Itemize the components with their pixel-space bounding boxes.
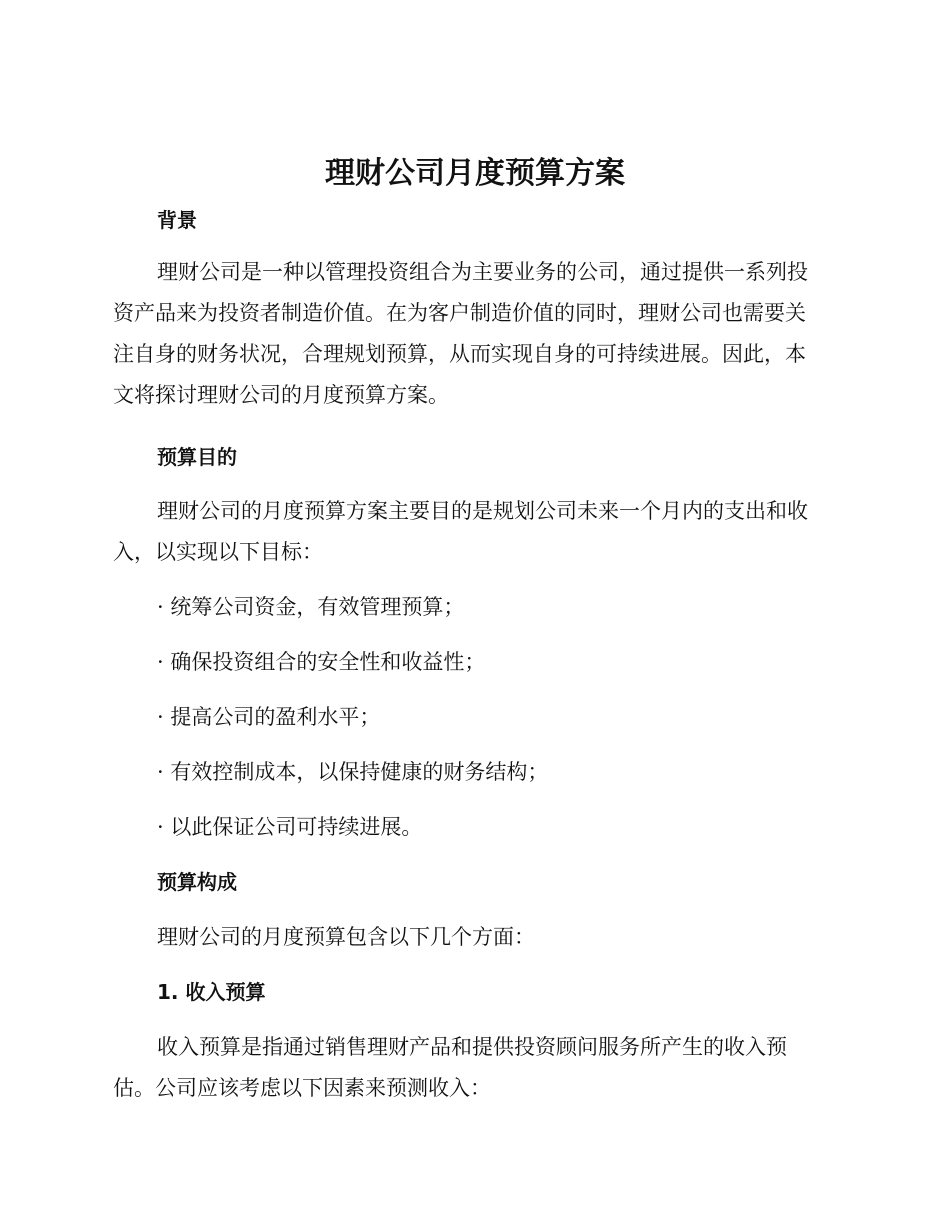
section-heading-background: 背景 xyxy=(157,208,197,232)
paragraph-income xyxy=(113,1027,830,1109)
paragraph-background xyxy=(113,252,830,416)
list-item: · 提高公司的盈利水平； xyxy=(157,705,381,729)
paragraph-line: 资产品来为投资者制造价值。在为客户制造价值的同时，理财公司也需要关 xyxy=(113,301,806,325)
paragraph-line: 理财公司的月度预算方案主要目的是规划公司未来一个月内的支出和收 xyxy=(157,499,808,523)
paragraph-line: 估。公司应该考虑以下因素来预测收入： xyxy=(113,1076,491,1100)
paragraph-line: 收入预算是指通过销售理财产品和提供投资顾问服务所产生的收入预 xyxy=(157,1035,787,1059)
paragraph-line: 文将探讨理财公司的月度预算方案。 xyxy=(113,383,449,407)
paragraph-composition-intro: 理财公司的月度预算包含以下几个方面： xyxy=(157,925,535,949)
paragraph-line: 理财公司是一种以管理投资组合为主要业务的公司，通过提供一系列投 xyxy=(157,260,808,284)
section-heading-composition: 预算构成 xyxy=(157,870,237,894)
list-item: · 以此保证公司可持续进展。 xyxy=(157,815,423,839)
subsection-heading-income: 1. 收入预算 xyxy=(157,980,266,1004)
document-title: 理财公司月度预算方案 xyxy=(325,156,625,191)
paragraph-line: 入，以实现以下目标： xyxy=(113,540,323,564)
paragraph-purpose xyxy=(113,491,830,573)
list-item: · 确保投资组合的安全性和收益性； xyxy=(157,650,486,674)
list-item: · 有效控制成本，以保持健康的财务结构； xyxy=(157,760,549,784)
paragraph-line: 注自身的财务状况，合理规划预算，从而实现自身的可持续进展。因此，本 xyxy=(113,342,806,366)
list-item: · 统筹公司资金，有效管理预算； xyxy=(157,595,465,619)
section-heading-purpose: 预算目的 xyxy=(157,445,237,469)
